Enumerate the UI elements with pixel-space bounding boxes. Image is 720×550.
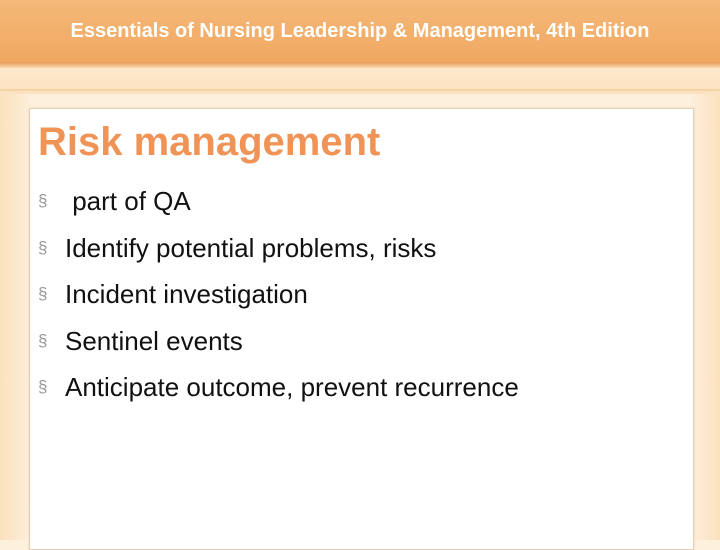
bullet-item bbox=[38, 225, 688, 272]
bullet-item bbox=[38, 364, 688, 411]
bullet-text: Identify potential problems, risks bbox=[65, 232, 437, 263]
bullet-text: Anticipate outcome, prevent recurrence bbox=[65, 372, 519, 402]
bullet-marker-icon: § bbox=[38, 237, 48, 257]
bullet-item bbox=[38, 178, 688, 225]
bullet-marker-icon: § bbox=[38, 330, 48, 350]
bullet-item bbox=[38, 318, 688, 365]
bullet-marker-icon: § bbox=[38, 284, 48, 303]
book-title: Essentials of Nursing Leadership & Management, 4th Edition bbox=[70, 19, 650, 42]
right-margin-gradient bbox=[692, 94, 720, 540]
bullet-text: Incident investigation bbox=[65, 279, 308, 309]
bullet-marker-icon: § bbox=[38, 377, 48, 396]
bullet-text: part of QA bbox=[65, 186, 191, 216]
slide-title: Risk management bbox=[38, 120, 381, 164]
bullet-list bbox=[38, 178, 688, 411]
stripe-divider bbox=[0, 89, 720, 91]
left-margin-gradient bbox=[0, 94, 30, 540]
bullet-item bbox=[38, 271, 688, 318]
bullet-marker-icon: § bbox=[38, 191, 48, 210]
bullet-text: Sentinel events bbox=[65, 325, 243, 356]
